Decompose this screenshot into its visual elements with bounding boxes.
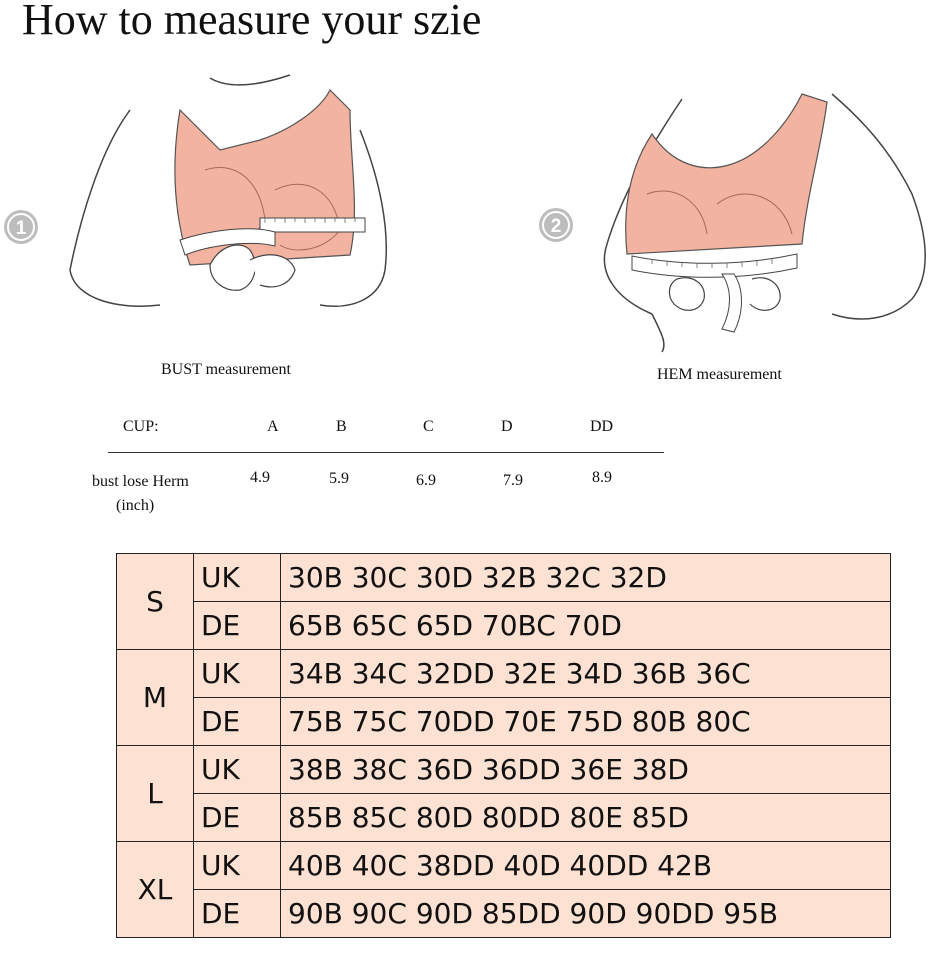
size-values: 85B 85C 80D 80DD 80E 85D (281, 794, 891, 842)
cup-c: C (423, 418, 434, 435)
region-label: DE (194, 698, 281, 746)
region-label: DE (194, 794, 281, 842)
step-2-number: 2 (550, 216, 562, 237)
size-values: 38B 38C 36D 36DD 36E 38D (281, 746, 891, 794)
size-values: 75B 75C 70DD 70E 75D 80B 80C (281, 698, 891, 746)
region-label: UK (194, 554, 281, 602)
size-values: 34B 34C 32DD 32E 34D 36B 36C (281, 650, 891, 698)
cup-table-divider (108, 452, 664, 453)
bust-measurement-caption: BUST measurement (161, 361, 291, 378)
region-label: UK (194, 842, 281, 890)
region-label: DE (194, 602, 281, 650)
table-row (117, 890, 891, 938)
table-row (117, 650, 891, 698)
size-xl: XL (117, 842, 194, 938)
page-title: How to measure your szie (22, 0, 482, 44)
region-label: DE (194, 890, 281, 938)
size-values: 90B 90C 90D 85DD 90D 90DD 95B (281, 890, 891, 938)
cup-value-dd: 8.9 (592, 469, 612, 486)
step-1-number: 1 (15, 218, 27, 239)
table-row (117, 794, 891, 842)
cup-row-label-line2: (inch) (116, 497, 155, 514)
step-1-badge (2, 208, 40, 246)
hem-measurement-illustration (592, 84, 936, 354)
table-row (117, 554, 891, 602)
hem-measurement-caption: HEM measurement (657, 366, 782, 383)
size-m: M (117, 650, 194, 746)
table-row (117, 698, 891, 746)
size-conversion-table (116, 553, 891, 938)
cup-value-b: 5.9 (329, 470, 349, 487)
step-2-badge (537, 206, 575, 244)
size-values: 30B 30C 30D 32B 32C 32D (281, 554, 891, 602)
size-s: S (117, 554, 194, 650)
size-values: 65B 65C 65D 70BC 70D (281, 602, 891, 650)
cup-dd: DD (590, 418, 614, 435)
size-values: 40B 40C 38DD 40D 40DD 42B (281, 842, 891, 890)
region-label: UK (194, 650, 281, 698)
cup-value-a: 4.9 (250, 469, 270, 486)
cup-d: D (501, 418, 513, 435)
cup-a: A (267, 418, 279, 435)
table-row (117, 602, 891, 650)
table-row (117, 746, 891, 794)
region-label: UK (194, 746, 281, 794)
table-row (117, 842, 891, 890)
cup-value-d: 7.9 (503, 472, 523, 489)
cup-row-label-line1: bust lose Herm (92, 473, 189, 490)
cup-b: B (336, 418, 347, 435)
bust-measurement-illustration (60, 70, 400, 320)
size-l: L (117, 746, 194, 842)
cup-header-label: CUP: (123, 418, 159, 435)
cup-value-c: 6.9 (416, 472, 436, 489)
